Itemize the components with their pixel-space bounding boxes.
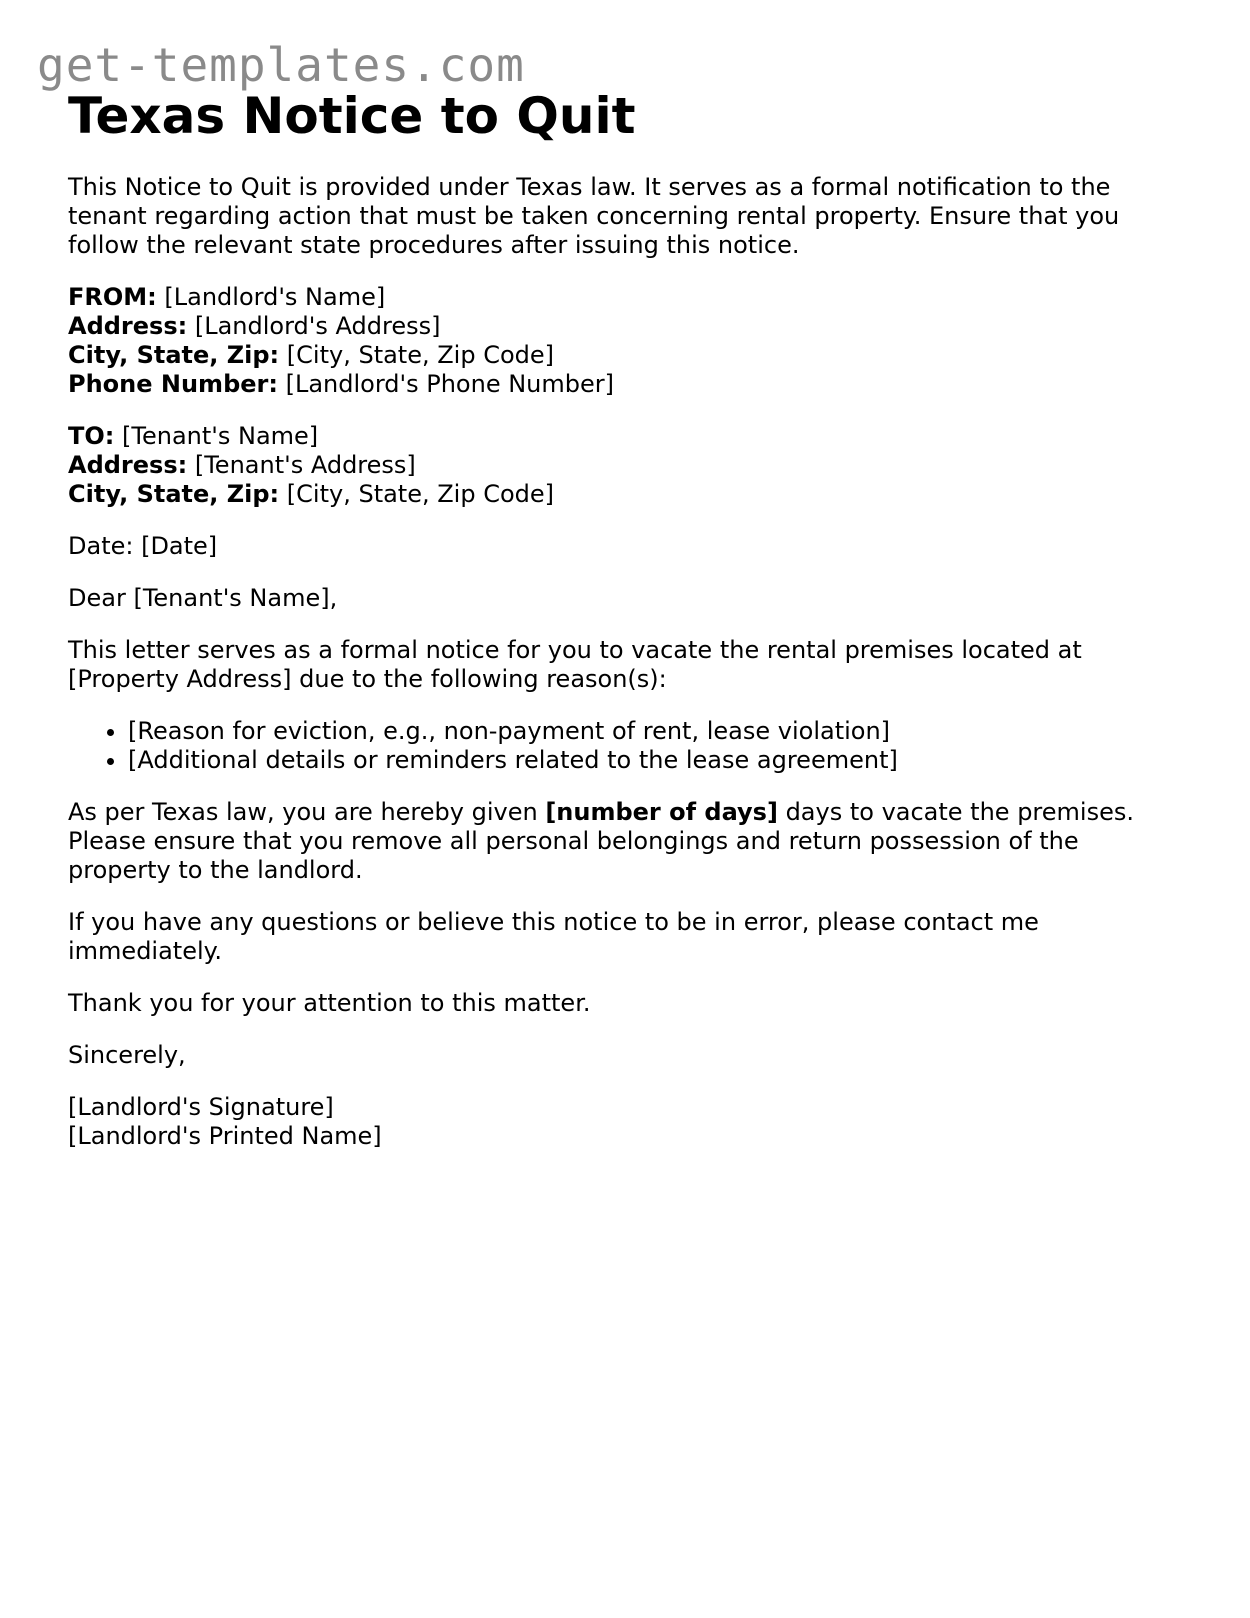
from-address-line <box>68 312 1188 341</box>
printed-name-line: [Landlord's Printed Name] <box>68 1122 382 1150</box>
to-block <box>68 422 1188 509</box>
notice-paragraph: This letter serves as a formal notice for you to vacate the rental premises located at [Property Address] due to the following reason(s): <box>68 636 1082 693</box>
document-page <box>68 86 1188 1151</box>
days-paragraph <box>68 798 1188 885</box>
reason-item: • [Additional details or reminders related to the lease agreement] <box>128 746 1188 775</box>
days-text-before: As per Texas law, you are hereby given <box>68 798 546 826</box>
questions-paragraph: If you have any questions or believe this notice to be in error, please contact me immediately. <box>68 908 1039 965</box>
from-phone-value: [Landlord's Phone Number] <box>285 370 614 398</box>
from-city-line <box>68 341 1188 370</box>
intro-paragraph: This Notice to Quit is provided under Texas law. It serves as a formal notification to the tenant regarding action that must be taken concerning rental property. Ensure that you follow the relevant state procedures after issuing this notice. <box>68 173 1120 259</box>
from-name-value: [Landlord's Name] <box>164 283 386 311</box>
days-placeholder: [number of days] <box>545 798 778 826</box>
to-address-label: Address: <box>68 451 188 479</box>
signature-block <box>68 1093 1188 1151</box>
to-city-value: [City, State, Zip Code] <box>286 480 555 508</box>
to-city-label: City, State, Zip: <box>68 480 280 508</box>
to-address-line <box>68 451 1188 480</box>
from-address-label: Address: <box>68 312 188 340</box>
closing-line: Sincerely, <box>68 1041 186 1069</box>
days-text-after: days to vacate the premises. Please ensure that you remove all personal belongings and return possession of the property to the landlord. <box>68 798 1134 884</box>
to-name-line <box>68 422 1188 451</box>
signature-line: [Landlord's Signature] <box>68 1093 334 1121</box>
from-city-label: City, State, Zip: <box>68 341 280 369</box>
document-title: Texas Notice to Quit <box>68 87 636 145</box>
from-city-value: [City, State, Zip Code] <box>286 341 555 369</box>
from-address-value: [Landlord's Address] <box>194 312 441 340</box>
to-name-label: TO: <box>68 422 115 450</box>
to-name-value: [Tenant's Name] <box>122 422 319 450</box>
thanks-line: Thank you for your attention to this matter. <box>68 989 591 1017</box>
watermark: get-templates.com <box>37 38 525 92</box>
from-block <box>68 283 1188 399</box>
to-address-value: [Tenant's Address] <box>194 451 416 479</box>
from-name-label: FROM: <box>68 283 157 311</box>
reason-item: • [Reason for eviction, e.g., non-payment of rent, lease violation] <box>128 717 1188 746</box>
date-line: Date: [Date] <box>68 532 218 560</box>
to-city-line <box>68 480 1188 509</box>
reasons-list <box>68 717 1188 775</box>
from-name-line <box>68 283 1188 312</box>
salutation: Dear [Tenant's Name], <box>68 584 338 612</box>
from-phone-line <box>68 370 1188 399</box>
from-phone-label: Phone Number: <box>68 370 278 398</box>
